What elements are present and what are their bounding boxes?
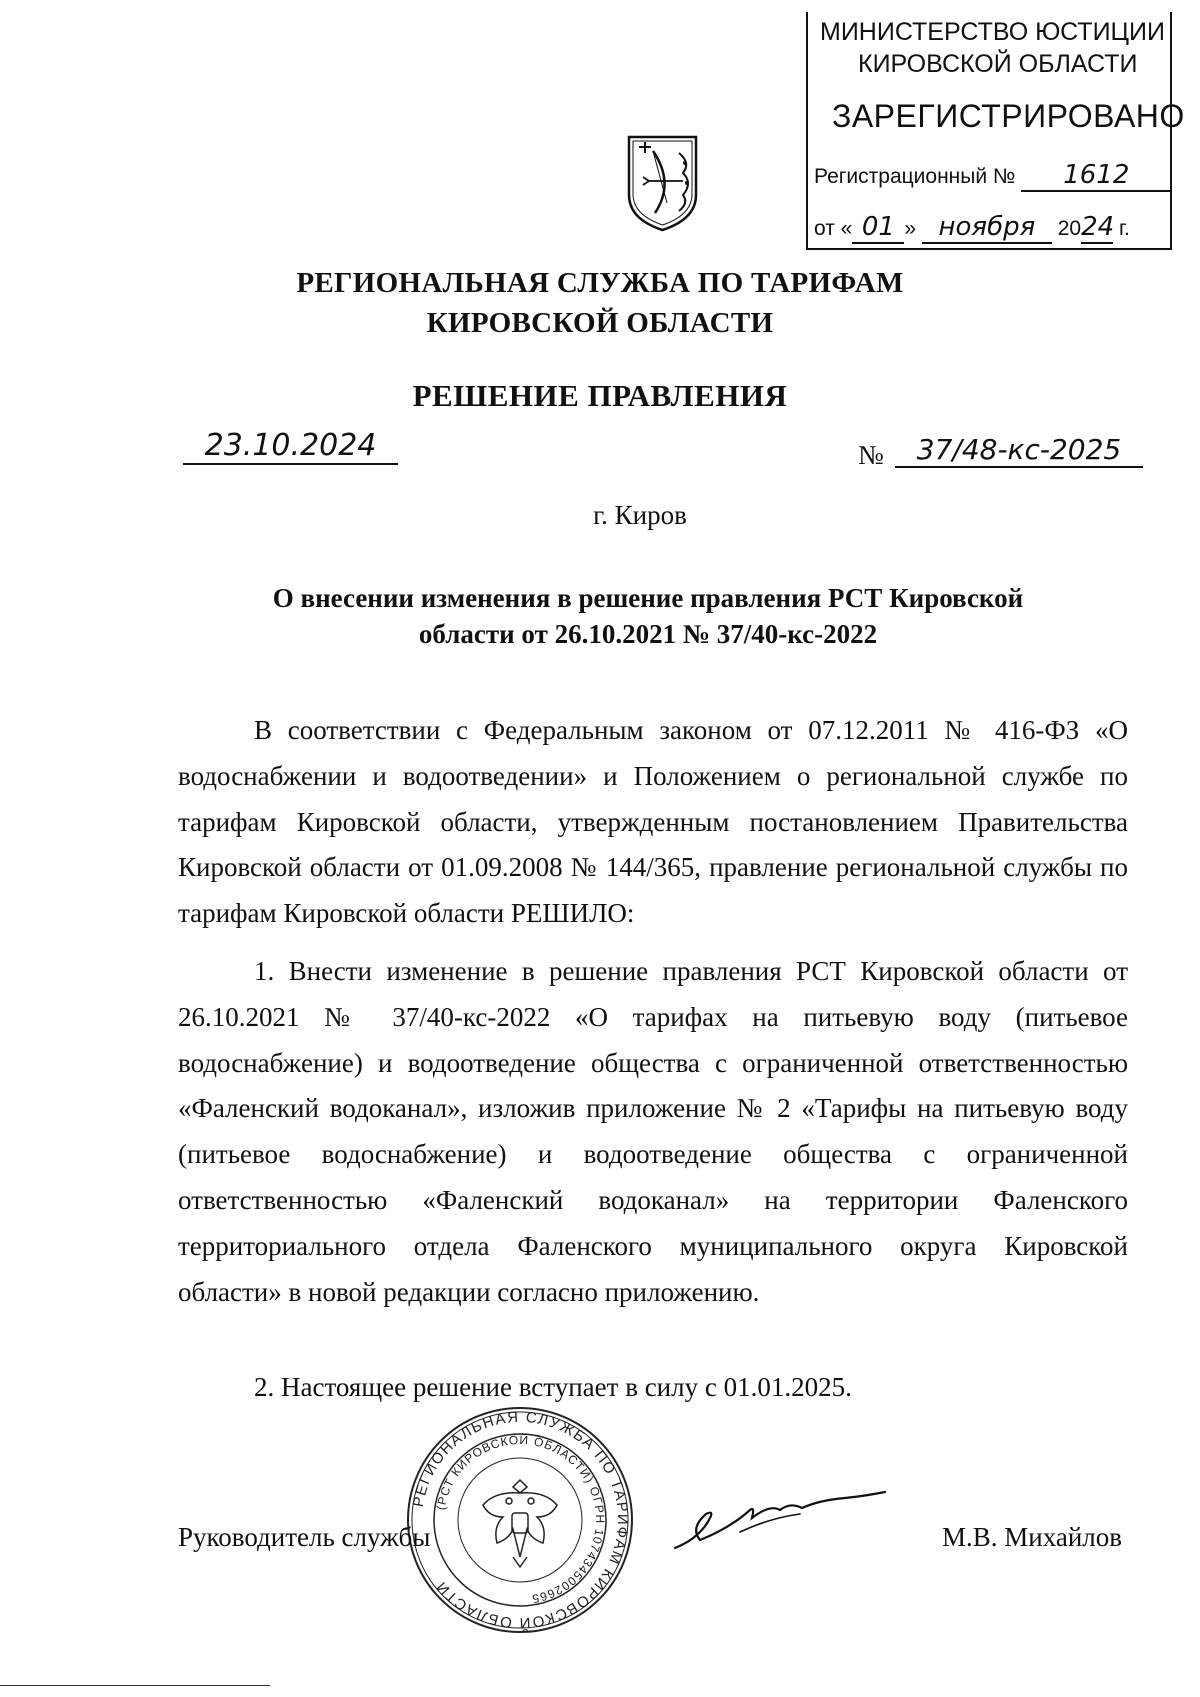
- stamp-date-suffix: г.: [1118, 217, 1130, 240]
- subject-line2: области от 26.10.2021 № 37/40-кс-2022: [418, 619, 878, 649]
- stamp-date-month: ноября: [922, 212, 1052, 244]
- official-seal-icon: [405, 1405, 635, 1635]
- body-paragraph-preamble: В соответствии с Федеральным законом от 07.12.2011 № 416-ФЗ «О водоснабжении и водоотведении» и Положением о региональной службе по тарифам Кировской области, утвержденным постановлением Правительства Кировской области от 01.09.2008 № 144/365, правление региональной службы по тарифам Кировской области РЕШИЛО:: [178, 715, 1128, 929]
- stamp-date-mid: »: [904, 217, 917, 240]
- decision-number-label: №: [858, 440, 884, 470]
- signatory-position: Руководитель службы: [178, 1522, 431, 1552]
- org-name-line2: КИРОВСКОЙ ОБЛАСТИ: [426, 307, 774, 339]
- decision-date: 23.10.2024: [183, 428, 398, 465]
- svg-text:(РСТ КИРОВСКОЙ ОБЛАСТИ) ОГРН 1: (РСТ КИРОВСКОЙ ОБЛАСТИ) ОГРН 1074345002665: [433, 1432, 608, 1607]
- handwritten-signature-icon: [670, 1488, 890, 1558]
- stamp-date-day: 01: [852, 212, 904, 244]
- body-paragraph-item-2: 2. Настоящее решение вступает в силу с 01.01.2025.: [254, 1372, 852, 1402]
- registration-stamp: [806, 12, 1185, 250]
- city: г. Киров: [593, 500, 687, 530]
- stamp-date-prefix: от «: [814, 217, 853, 240]
- stamp-reg-number-row: [814, 160, 1171, 192]
- signatory-name: М.В. Михайлов: [942, 1522, 1123, 1552]
- svg-text:РЕГИОНАЛЬНАЯ СЛУЖБА ПО ТАРИФАМ: РЕГИОНАЛЬНАЯ СЛУЖБА ПО ТАРИФАМ КИРОВСКОЙ ОБЛАСТИ: [409, 1408, 632, 1632]
- document-type-title: РЕШЕНИЕ ПРАВЛЕНИЯ: [412, 378, 788, 413]
- stamp-ministry-line1: МИНИСТЕРСТВО ЮСТИЦИИ: [820, 18, 1165, 46]
- subject-line1: О внесении изменения в решение правления РСТ Кировской: [272, 583, 1024, 613]
- decision-number: 37/48-кс-2025: [895, 433, 1143, 468]
- stamp-reg-label: Регистрационный №: [814, 165, 1016, 188]
- stamp-date-year-prefix: 20: [1057, 217, 1082, 240]
- body-paragraph-item-1: 1. Внести изменение в решение правления РСТ Кировской области от 26.10.2021 № 37/40-кс-2022 «О тарифах на питьевую воду (питьевое водоснабжение) и водоотведение общества с ограниченной ответственностью «Фаленский водоканал», изложив приложение № 2 «Тарифы на питьевую воду (питьевое водоснабжение) и водоотведение общества с ограниченной ответственностью «Фаленский водоканал» на территории Фаленского территориального отдела Фаленского муниципального округа Кировской области» в новой редакции согласно приложению.: [178, 956, 1128, 1307]
- footer-divider: [0, 1685, 270, 1686]
- stamp-date-row: [814, 212, 1130, 244]
- stamp-status: ЗАРЕГИСТРИРОВАНО: [832, 98, 1185, 134]
- stamp-reg-number: 1612: [1021, 160, 1171, 192]
- org-name-line1: РЕГИОНАЛЬНАЯ СЛУЖБА ПО ТАРИФАМ: [296, 267, 904, 299]
- kirov-coat-of-arms-icon: [625, 133, 700, 233]
- stamp-date-year-suffix: 24: [1081, 212, 1115, 242]
- stamp-ministry-line2: КИРОВСКОЙ ОБЛАСТИ: [858, 50, 1138, 78]
